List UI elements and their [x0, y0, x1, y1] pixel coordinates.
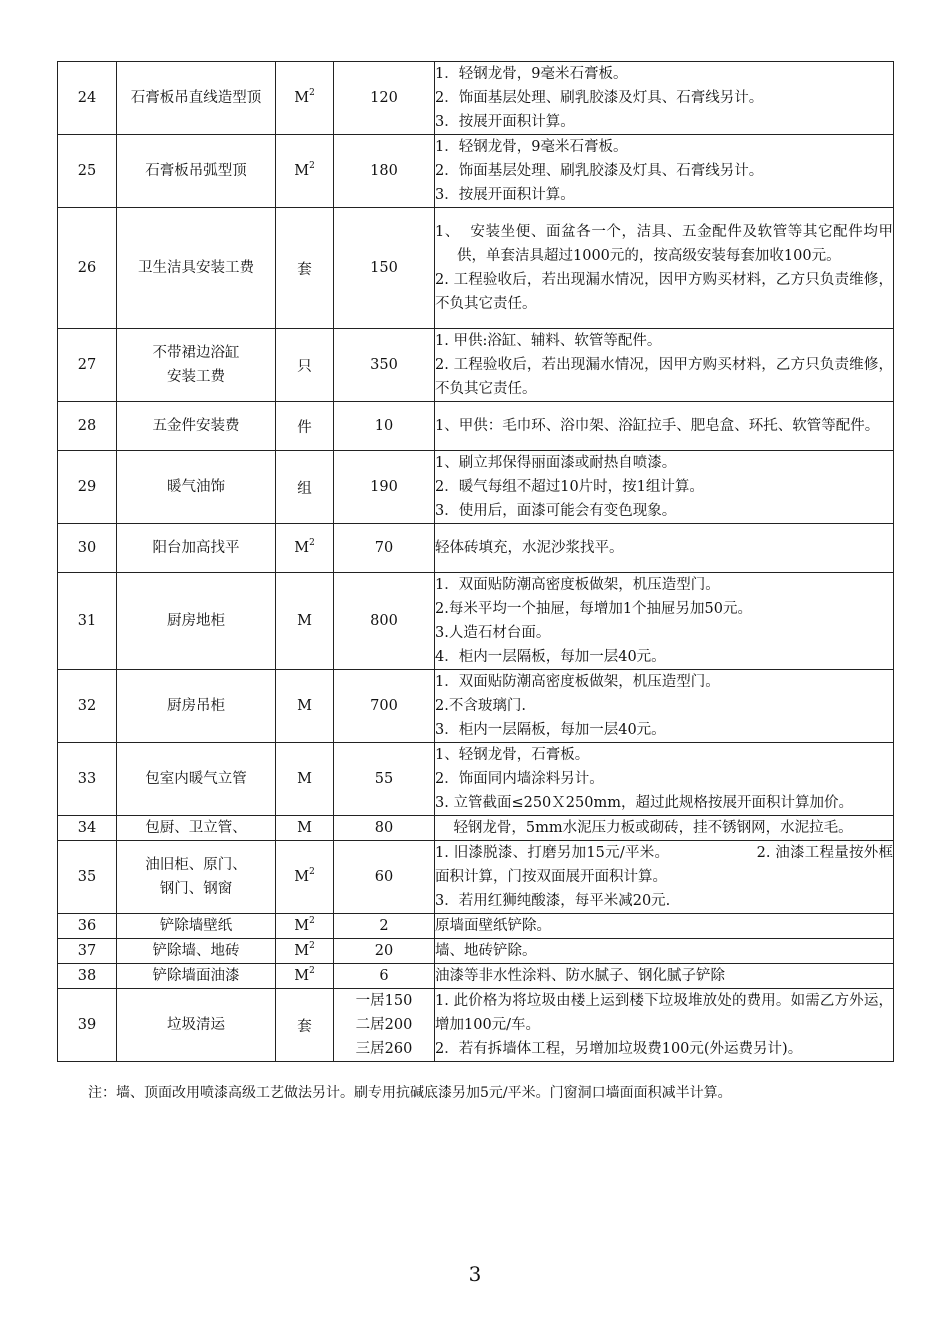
unit-superscript: 2 — [309, 88, 315, 98]
item-description — [435, 939, 894, 964]
price-line: 三居260 — [355, 1041, 413, 1057]
table-row — [58, 939, 894, 964]
table-row — [58, 451, 894, 524]
item-price — [334, 62, 435, 135]
item-unit — [276, 989, 334, 1062]
unit-label: M — [294, 968, 310, 984]
item-description — [435, 989, 894, 1062]
item-name-line: 卫生洁具安装工费 — [138, 260, 254, 276]
item-name-line: 油旧柜、原门、 — [145, 857, 247, 873]
item-price — [334, 573, 435, 670]
price-table-body — [58, 62, 894, 1062]
unit-label: 只 — [297, 358, 312, 375]
item-name — [117, 816, 276, 841]
price-line: 800 — [370, 613, 398, 629]
price-line: 150 — [370, 260, 398, 276]
table-row — [58, 743, 894, 816]
price-line: 190 — [370, 479, 398, 495]
item-price — [334, 816, 435, 841]
item-price — [334, 329, 435, 402]
unit-superscript: 2 — [309, 941, 315, 951]
item-name-line: 五金件安装费 — [152, 418, 240, 434]
description-line: 2．饰面基层处理、刷乳胶漆及灯具、石膏线另计。 — [435, 163, 764, 179]
description-line: 1．双面贴防潮高密度板做架，机压造型门。 — [435, 674, 720, 690]
item-description — [435, 964, 894, 989]
item-description — [435, 841, 894, 914]
item-description — [435, 135, 894, 208]
item-unit — [276, 743, 334, 816]
description-line: 3．柜内一层隔板，每加一层40元。 — [435, 722, 666, 738]
item-name — [117, 135, 276, 208]
item-name-line: 垃圾清运 — [167, 1017, 225, 1033]
item-description — [435, 402, 894, 451]
item-description — [435, 329, 894, 402]
item-name-line: 暖气油饰 — [167, 479, 225, 495]
item-number: 32 — [58, 670, 117, 743]
price-line: 二居200 — [355, 1017, 413, 1033]
item-price — [334, 135, 435, 208]
item-unit — [276, 573, 334, 670]
item-price — [334, 964, 435, 989]
item-name-line: 包室内暖气立管 — [145, 771, 247, 787]
item-name — [117, 329, 276, 402]
item-price — [334, 208, 435, 329]
item-number: 27 — [58, 329, 117, 402]
description-line: 2. 工程验收后，若出现漏水情况，因甲方购买材料，乙方只负责维修，不负其它责任。 — [435, 357, 893, 397]
description-line: 墙、地砖铲除。 — [435, 943, 537, 959]
item-unit — [276, 135, 334, 208]
page-number: 3 — [468, 1262, 482, 1286]
description-line: 1、甲供：毛巾环、浴巾架、浴缸拉手、肥皂盒、环托、软管等配件。 — [435, 418, 880, 434]
item-price — [334, 914, 435, 939]
unit-superscript: 2 — [309, 867, 315, 877]
price-line: 350 — [370, 357, 398, 373]
table-row — [58, 402, 894, 451]
description-line: 油漆等非水性涂料、防水腻子、钢化腻子铲除 — [435, 968, 725, 984]
price-line: 700 — [370, 698, 398, 714]
description-line: 1. 甲供:浴缸、辅料、软管等配件。 — [435, 333, 662, 349]
unit-label: M — [294, 869, 310, 885]
unit-label: M — [297, 771, 312, 787]
table-row — [58, 208, 894, 329]
unit-label: M — [294, 918, 310, 934]
item-unit — [276, 841, 334, 914]
item-name-line: 包厨、卫立管、 — [145, 820, 247, 836]
item-number: 37 — [58, 939, 117, 964]
description-line: 1. 此价格为将垃圾由楼上运到楼下垃圾堆放处的费用。如需乙方外运，增加100元/车。 — [435, 993, 893, 1033]
item-description — [435, 524, 894, 573]
item-price — [334, 451, 435, 524]
unit-label: M — [294, 163, 310, 179]
unit-label: M — [297, 613, 312, 629]
item-number: 38 — [58, 964, 117, 989]
table-row — [58, 914, 894, 939]
item-name — [117, 62, 276, 135]
description-line: 2.不含玻璃门. — [435, 698, 526, 714]
item-name-line: 阳台加高找平 — [152, 540, 240, 556]
item-name-line: 石膏板吊直线造型顶 — [130, 90, 262, 106]
item-number: 36 — [58, 914, 117, 939]
description-line: 2.每米平均一个抽屉，每增加1个抽屉另加50元。 — [435, 601, 753, 617]
item-price — [334, 524, 435, 573]
description-line: 1. 旧漆脱漆、打磨另加15元/平米。 2. 油漆工程量按外框面积计算，门按双面展开面积计算。 — [435, 845, 893, 885]
description-line: 1、刷立邦保得丽面漆或耐热自喷漆。 — [435, 455, 677, 471]
description-line: 2．饰面同内墙涂料另计。 — [435, 771, 604, 787]
table-row — [58, 670, 894, 743]
description-line: 2．若有拆墙体工程，另增加垃圾费100元(外运费另计)。 — [435, 1041, 803, 1057]
item-price — [334, 743, 435, 816]
item-name — [117, 743, 276, 816]
item-name — [117, 402, 276, 451]
price-line: 10 — [374, 418, 394, 434]
table-row — [58, 573, 894, 670]
table-row — [58, 841, 894, 914]
unit-label: M — [294, 540, 310, 556]
item-name-line: 厨房地柜 — [167, 613, 225, 629]
item-name-line: 安装工费 — [167, 369, 225, 385]
description-line: 1、轻钢龙骨，石膏板。 — [435, 747, 590, 763]
description-line: 原墙面壁纸铲除。 — [435, 918, 551, 934]
description-line: 3．按展开面积计算。 — [435, 187, 575, 203]
description-line: 3．若用红狮纯酸漆，每平米减20元. — [435, 893, 671, 909]
item-name-line: 铲除墙、地砖 — [152, 943, 240, 959]
item-description — [435, 62, 894, 135]
price-line: 180 — [370, 163, 398, 179]
item-name-line: 厨房吊柜 — [167, 698, 225, 714]
item-name — [117, 524, 276, 573]
price-line: 6 — [379, 968, 389, 984]
item-name-line: 石膏板吊弧型顶 — [145, 163, 247, 179]
item-name-line: 不带裙边浴缸 — [152, 345, 240, 361]
table-row — [58, 62, 894, 135]
description-line: 1．轻钢龙骨，9毫米石膏板。 — [435, 66, 628, 82]
item-price — [334, 402, 435, 451]
item-number: 25 — [58, 135, 117, 208]
item-unit — [276, 524, 334, 573]
unit-label: 组 — [297, 480, 312, 497]
item-number: 33 — [58, 743, 117, 816]
description-line: 轻钢龙骨，5mm水泥压力板或砌砖，挂不锈钢网，水泥拉毛。 — [435, 820, 853, 836]
price-line: 120 — [370, 90, 398, 106]
item-price — [334, 989, 435, 1062]
item-name — [117, 573, 276, 670]
description-line: 3．按展开面积计算。 — [435, 114, 575, 130]
price-line: 55 — [374, 771, 394, 787]
item-name — [117, 914, 276, 939]
item-unit — [276, 451, 334, 524]
item-name — [117, 670, 276, 743]
item-unit — [276, 939, 334, 964]
item-number: 24 — [58, 62, 117, 135]
item-price — [334, 670, 435, 743]
unit-superscript: 2 — [309, 916, 315, 926]
price-line: 70 — [374, 540, 394, 556]
price-line: 80 — [374, 820, 394, 836]
unit-superscript: 2 — [309, 966, 315, 976]
item-name — [117, 989, 276, 1062]
description-line: 2．暖气每组不超过10片时，按1组计算。 — [435, 479, 704, 495]
description-line: 2．饰面基层处理、刷乳胶漆及灯具、石膏线另计。 — [435, 90, 764, 106]
price-line: 一居150 — [355, 993, 413, 1009]
item-description — [435, 914, 894, 939]
item-unit — [276, 62, 334, 135]
item-description — [435, 451, 894, 524]
item-name — [117, 451, 276, 524]
description-line: 1、 安装坐便、面盆各一个，洁具、五金配件及软管等其它配件均甲供，单套洁具超过1000元的，按高级安装每套加收100元。 — [435, 224, 893, 264]
item-unit — [276, 208, 334, 329]
item-number: 28 — [58, 402, 117, 451]
description-line: 3. 立管截面≤250Ｘ250mm，超过此规格按展开面积计算加价。 — [435, 795, 853, 811]
item-unit — [276, 964, 334, 989]
price-line: 60 — [374, 869, 394, 885]
description-line: 3.人造石材台面。 — [435, 625, 551, 641]
item-number: 35 — [58, 841, 117, 914]
item-name-line: 钢门、钢窗 — [159, 881, 233, 897]
item-name — [117, 841, 276, 914]
unit-label: M — [294, 943, 310, 959]
item-unit — [276, 402, 334, 451]
item-unit — [276, 816, 334, 841]
price-line: 20 — [374, 943, 394, 959]
item-number: 30 — [58, 524, 117, 573]
description-line: 2. 工程验收后，若出现漏水情况，因甲方购买材料，乙方只负责维修，不负其它责任。 — [435, 272, 893, 312]
price-line: 2 — [379, 918, 389, 934]
item-price — [334, 939, 435, 964]
unit-label: 套 — [297, 1018, 312, 1035]
item-unit — [276, 914, 334, 939]
item-price — [334, 841, 435, 914]
item-number: 39 — [58, 989, 117, 1062]
item-number: 34 — [58, 816, 117, 841]
item-name — [117, 964, 276, 989]
item-name — [117, 939, 276, 964]
unit-label: 套 — [297, 261, 312, 278]
description-line: 轻体砖填充，水泥沙浆找平。 — [435, 540, 624, 556]
description-line: 3．使用后，面漆可能会有变色现象。 — [435, 503, 677, 519]
table-row — [58, 989, 894, 1062]
item-number: 31 — [58, 573, 117, 670]
description-line: 1．双面贴防潮高密度板做架，机压造型门。 — [435, 577, 720, 593]
item-number: 29 — [58, 451, 117, 524]
description-line: 4．柜内一层隔板，每加一层40元。 — [435, 649, 666, 665]
item-name — [117, 208, 276, 329]
item-name-line: 铲除墙面油漆 — [152, 968, 240, 984]
item-number: 26 — [58, 208, 117, 329]
table-row — [58, 329, 894, 402]
description-line: 1．轻钢龙骨，9毫米石膏板。 — [435, 139, 628, 155]
item-description — [435, 743, 894, 816]
unit-superscript: 2 — [309, 538, 315, 548]
item-description — [435, 670, 894, 743]
unit-label: M — [294, 90, 310, 106]
item-name-line: 铲除墙壁纸 — [159, 918, 233, 934]
item-description — [435, 573, 894, 670]
price-table — [57, 61, 894, 1062]
item-unit — [276, 329, 334, 402]
footnote: 注：墙、顶面改用喷漆高级工艺做法另计。刷专用抗碱底漆另加5元/平米。门窗洞口墙面面积减半计算。 — [88, 1085, 732, 1101]
table-row — [58, 135, 894, 208]
unit-superscript: 2 — [309, 161, 315, 171]
item-unit — [276, 670, 334, 743]
unit-label: 件 — [297, 419, 312, 436]
table-row — [58, 524, 894, 573]
unit-label: M — [297, 820, 312, 836]
item-description — [435, 816, 894, 841]
item-description — [435, 208, 894, 329]
unit-label: M — [297, 698, 312, 714]
table-row — [58, 816, 894, 841]
table-row — [58, 964, 894, 989]
